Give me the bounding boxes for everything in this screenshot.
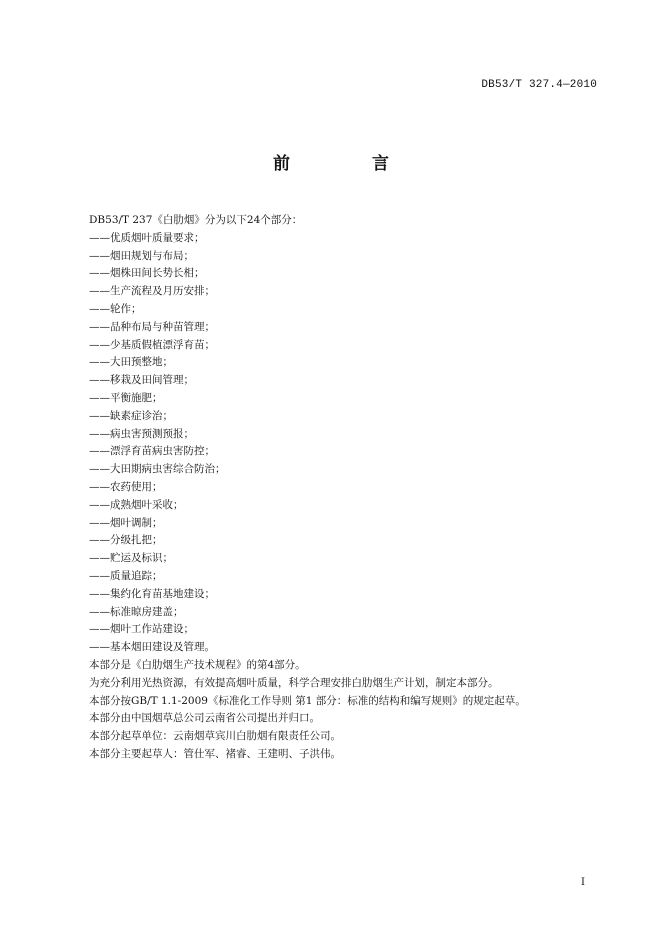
list-item: ——大田预整地； [89, 356, 173, 369]
list-item: ——生产流程及月历安排； [89, 285, 215, 298]
statement-drafting-rules: 本部分按GB/T 1.1-2009《标准化工作导则 第1 部分：标准的结构和编写规则》的规定起草。 [89, 694, 526, 707]
list-item: ——集约化育苗基地建设； [89, 587, 215, 600]
list-item: ——烟叶调制； [89, 516, 163, 529]
statement-proposer: 本部分由中国烟草总公司云南省公司提出并归口。 [89, 712, 320, 725]
list-item: ——平衡施肥； [89, 391, 163, 404]
parts-list [89, 230, 609, 657]
list-item: ——基本烟田建设及管理。 [89, 641, 215, 654]
statement-purpose: 为充分利用光热资源，有效提高烟叶质量，科学合理安排白肋烟生产计划，制定本部分。 [89, 676, 499, 689]
list-item: ——农药使用； [89, 480, 163, 493]
statements [89, 657, 609, 764]
list-item: ——优质烟叶质量要求； [89, 231, 205, 244]
list-item: ——烟株田间长势长相； [89, 267, 205, 280]
list-item: ——质量追踪； [89, 569, 163, 582]
statement-drafting-unit: 本部分起草单位：云南烟草宾川白肋烟有限责任公司。 [89, 730, 341, 743]
list-item: ——移栽及田间管理； [89, 374, 194, 387]
list-item: ——病虫害预测预报； [89, 427, 194, 440]
list-item: ——烟田规划与布局； [89, 249, 194, 262]
page-title: 前 言 [273, 154, 427, 174]
page-number: I [581, 877, 585, 888]
statement-part-number: 本部分是《白肋烟生产技术规程》的第4部分。 [89, 658, 306, 671]
list-item: ——大田期病虫害综合防治； [89, 463, 226, 476]
list-item: ——烟叶工作站建设； [89, 623, 194, 636]
statement-drafters: 本部分主要起草人：管仕军、褚睿、王建明、子洪伟。 [89, 747, 341, 760]
list-item: ——贮运及标识； [89, 552, 173, 565]
list-item: ——品种布局与种苗管理； [89, 320, 215, 333]
intro-line: DB53/T 237《白肋烟》分为以下24个部分： [89, 214, 303, 226]
list-item: ——漂浮育苗病虫害防控； [89, 445, 215, 458]
list-item: ——少基质假植漂浮育苗； [89, 338, 215, 351]
list-item: ——分级扎把； [89, 534, 163, 547]
list-item: ——缺素症诊治； [89, 409, 173, 422]
list-item: ——标准晾房建盖； [89, 605, 184, 618]
list-item: ——成熟烟叶采收； [89, 498, 184, 511]
document-code: DB53/T 327.4—2010 [481, 79, 597, 91]
list-item: ——轮作； [89, 302, 142, 315]
foreword-body [89, 212, 609, 764]
